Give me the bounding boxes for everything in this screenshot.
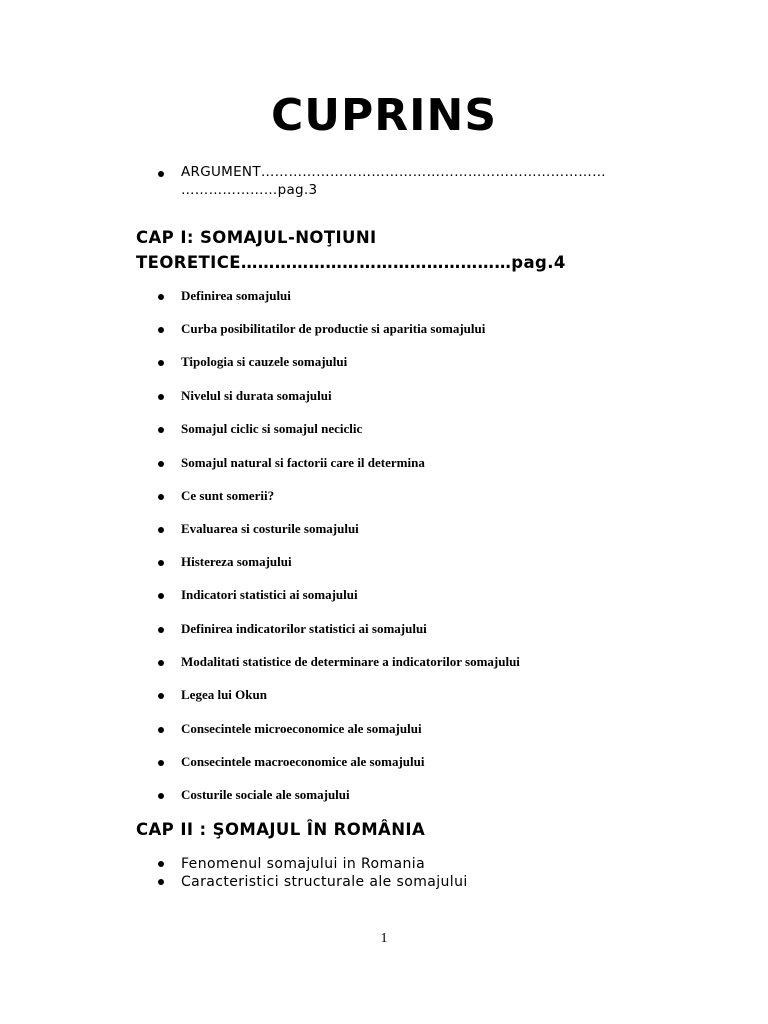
page-number: 1 [380, 931, 388, 946]
list-item: Modalitati statistice de determinare a indicatorilor somajului [181, 654, 520, 669]
bullet-icon [158, 727, 164, 733]
bullet-icon [158, 879, 164, 885]
list-item: Histereza somajului [181, 554, 292, 569]
list-item: Definirea somajului [181, 288, 291, 303]
bullet-icon [158, 627, 164, 633]
chapter-1-heading [136, 225, 656, 275]
list-item: Somajul natural si factorii care il determina [181, 455, 425, 470]
list-item: Somajul ciclic si somajul neciclic [181, 421, 363, 436]
bullet-icon [158, 861, 164, 867]
bullet-icon [158, 793, 164, 799]
list-item: Indicatori statistici ai somajului [181, 587, 358, 602]
chapter-1-heading-line2: TEORETICE…………………………………………pag.4 [136, 253, 566, 272]
bullet-icon [158, 494, 164, 500]
list-item: Caracteristici structurale ale somajului [181, 874, 468, 890]
toc-entry-argument [181, 163, 661, 199]
list-item: Curba posibilitatilor de productie si aparitia somajului [181, 321, 486, 336]
bullet-icon [158, 693, 164, 699]
toc-entry-argument-line1: ARGUMENT………………………………………………………………… [181, 164, 606, 180]
bullet-icon [158, 327, 164, 333]
list-item: Tipologia si cauzele somajului [181, 354, 348, 369]
page-title: CUPRINS [270, 90, 498, 141]
list-item: Ce sunt somerii? [181, 488, 275, 503]
list-item: Consecintele microeconomice ale somajului [181, 721, 422, 736]
bullet-icon [158, 527, 164, 533]
bullet-icon [158, 461, 164, 467]
bullet-icon [158, 394, 164, 400]
bullet-icon [158, 171, 164, 177]
list-item: Evaluarea si costurile somajului [181, 521, 359, 536]
bullet-icon [158, 427, 164, 433]
list-item: Fenomenul somajului in Romania [181, 856, 426, 872]
list-item: Nivelul si durata somajului [181, 388, 332, 403]
bullet-icon [158, 360, 164, 366]
list-item: Definirea indicatorilor statistici ai somajului [181, 621, 427, 636]
bullet-icon [158, 294, 164, 300]
bullet-icon [158, 560, 164, 566]
list-item: Legea lui Okun [181, 687, 267, 702]
chapter-2-heading: CAP II : ŞOMAJUL ÎN ROMÂNIA [136, 820, 426, 839]
bullet-icon [158, 593, 164, 599]
toc-entry-argument-line2: …………………pag.3 [181, 182, 318, 198]
chapter-1-heading-line1: CAP I: SOMAJUL-NOŢIUNI [136, 228, 377, 247]
list-item: Consecintele macroeconomice ale somajului [181, 754, 425, 769]
bullet-icon [158, 760, 164, 766]
bullet-icon [158, 660, 164, 666]
list-item: Costurile sociale ale somajului [181, 787, 350, 802]
